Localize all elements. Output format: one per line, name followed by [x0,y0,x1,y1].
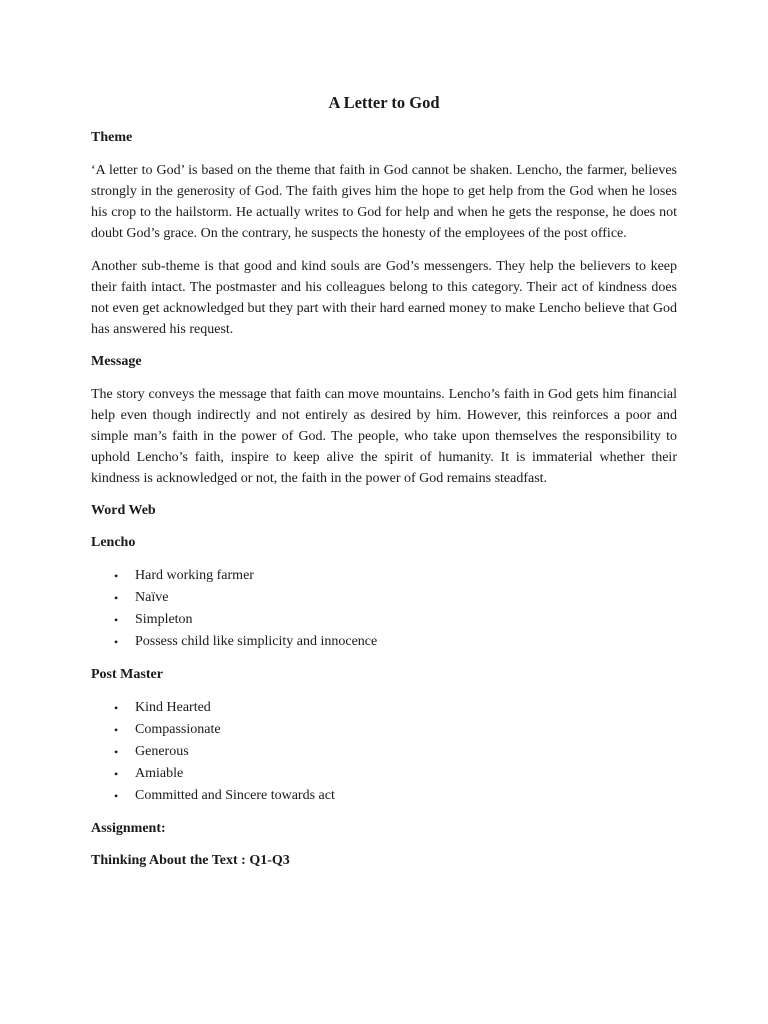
lencho-traits-list [91,565,677,653]
list-item [91,697,677,719]
bullet-icon: • [114,723,119,737]
list-item [91,609,677,631]
post-master-heading: Post Master [91,667,163,682]
bullet-icon: • [114,701,119,715]
word-web-heading: Word Web [91,503,156,518]
message-paragraph: The story conveys the message that faith can move mountains. Lencho’s faith in God gets him financial help even though indirectly and not entirely as desired by him. However, this reinforces a poor and simple man’s faith in the power of God. The people, who take upon themselves the responsibility to uphold Lencho’s faith, inspire to keep alive the spirit of humanity. It is immaterial whether their kindness is acknowledged or not, the faith in the power of God remains steadfast. [91,387,677,486]
assignment-heading: Assignment: [91,821,166,836]
theme-paragraph-1: ‘A letter to God’ is based on the theme that faith in God cannot be shaken. Lencho, the farmer, believes strongly in the generosity of God. The faith gives him the hope to get help from the God when he loses his crop to the hailstorm. He actually writes to God for help and when he gets the response, he does not doubt God’s grace. On the contrary, he suspects the honesty of the employees of the post office. [91,163,677,241]
bullet-icon: • [114,767,119,781]
bullet-icon: • [114,789,119,803]
theme-heading: Theme [91,130,133,145]
bullet-icon: • [114,613,119,627]
bullet-icon: • [114,569,119,583]
list-item-text: Kind Hearted [135,700,211,715]
list-item [91,719,677,741]
list-item-text: Naïve [135,590,169,605]
list-item-text: Amiable [135,766,184,781]
post-master-traits-list [91,697,677,807]
list-item-text: Compassionate [135,722,221,737]
document-page [91,92,677,883]
list-item [91,565,677,587]
list-item-text: Possess child like simplicity and innocence [135,634,378,649]
bullet-icon: • [114,635,119,649]
list-item-text: Simpleton [135,612,193,627]
list-item [91,763,677,785]
list-item [91,785,677,807]
list-item-text: Generous [135,744,189,759]
assignment-task: Thinking About the Text : Q1-Q3 [91,853,290,868]
lencho-heading: Lencho [91,535,136,550]
bullet-icon: • [114,745,119,759]
list-item-text: Committed and Sincere towards act [135,788,335,803]
bullet-icon: • [114,591,119,605]
list-item [91,741,677,763]
list-item [91,631,677,653]
list-item [91,587,677,609]
document-title: A Letter to God [328,93,440,112]
list-item-text: Hard working farmer [135,568,254,583]
theme-paragraph-2: Another sub-theme is that good and kind souls are God’s messengers. They help the believers to keep their faith intact. The postmaster and his colleagues belong to this category. Their act of kindness does not even get acknowledged but they part with their hard earned money to make Lencho believe that God has answered his request. [91,259,677,337]
message-heading: Message [91,354,142,369]
